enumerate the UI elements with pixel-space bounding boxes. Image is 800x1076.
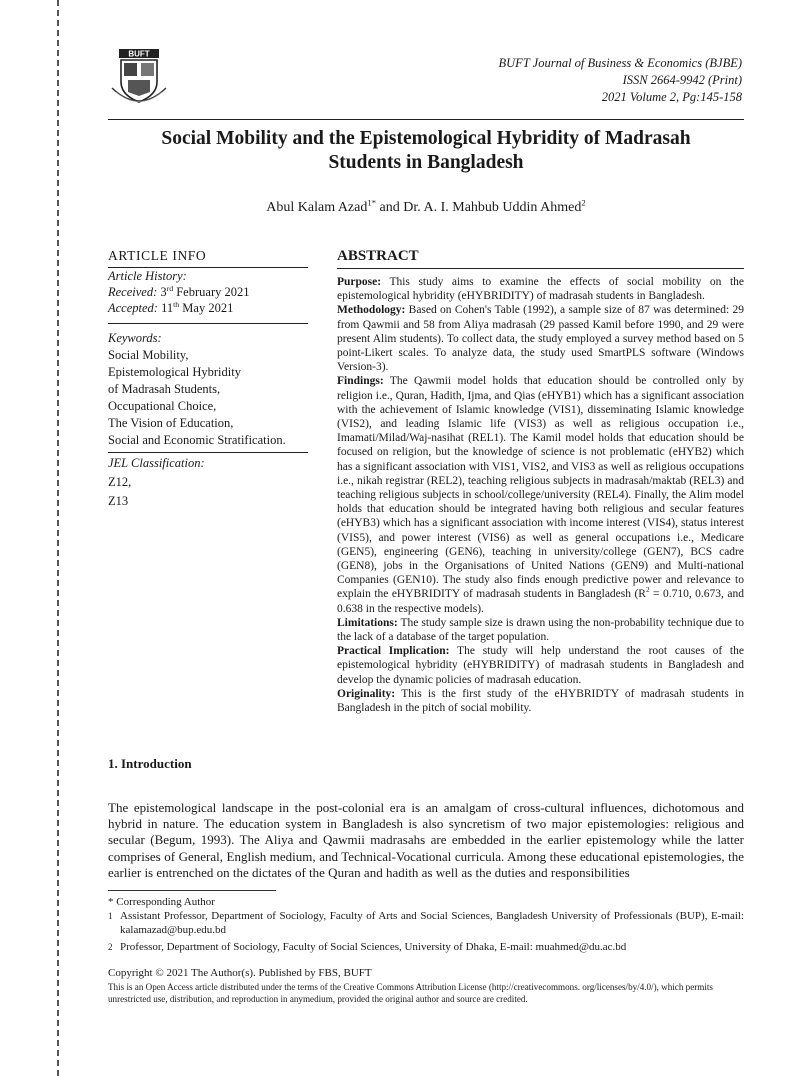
author-joiner: and Dr. A. I. Mahbub Uddin Ahmed — [376, 200, 582, 215]
introduction-heading: 1. Introduction — [108, 756, 192, 771]
journal-name: BUFT Journal of Business & Economics (BJBE) — [498, 56, 742, 70]
jel-code: Z13 — [108, 494, 129, 508]
keyword: of Madrasah Students, — [108, 382, 221, 396]
footnote-1: 1 Assistant Professor, Department of Sociology, Faculty of Arts and Social Sciences, Bangladesh University of Professionals (BUP), E-mail: kalamazad@bup.edu.bd — [108, 910, 744, 936]
corresponding-author-note: * Corresponding Author — [108, 896, 215, 908]
license-text: This is an Open Access article distributed under the terms of the Creative Commons Attribution License (http://creativecommons. org/licenses/by/4.0/), which permits unrestricted use, distribution, and reproduction in anymedium, provided the original author and source are credited. — [108, 982, 713, 1004]
accepted-date: Accepted: 11th May 2021 — [108, 299, 234, 315]
abstract-findings: Findings: The Qawmii model holds that education should be controlled only by religion i.e., Quran, Hadith, Ijma, and Qias (eHYB1) which has a significant association with the achievement of Islamic knowledge (VIS1), disseminating Islamic knowledge (VIS2), and leading Islamic life (VIS3) as well as religious occupation i.e., Imamati/Milad/Waj-nasihat (REL1). The Kamil model holds that education should be focused on religion, but the knowledge of science is not problematic (eHYB2) which has a significant association with VIS1, VIS2, and VIS3 as well as religious occupations i.e., nikah registrar (REL2), teaching religious subjects in madrasah/maktab (REL3) and teaching religious subjects in school/college/university (REL4). Finally, the Alim model holds that education should be integrated having both religious and secular features (eHYB3) which has a significant association with income interest (VIS4), status interest (VIS5), and power interest (VIS6) as well as general occupations i.e., Medicare (GEN5), engineering (GEN6), teaching in university/college (GEN7), BCS cadre (GEN8), jobs in the Organisations of United Nations (GEN9) and Multi-national Companies (GEN10). The study also finds enough predictive power and relevance to explain the eHYBRIDITY of madrasah students in Bangladesh ($R^2 = 0.710$, 0.673, and 0.638 in the respective models). — [337, 375, 744, 615]
keywords-rule — [108, 452, 308, 453]
footnotes — [108, 895, 744, 954]
journal-volume: 2021 Volume 2, Pg:145-158 — [601, 90, 742, 104]
title-line-1: Social Mobility and the Epistemological Hybridity of Madrasah — [161, 128, 691, 149]
abstract-originality: Originality: This is the first study of the eHYBRIDTY of madrasah students in Bangladesh in the pitch of social mobility. — [337, 687, 744, 715]
author-2-sup: 2 — [581, 197, 586, 208]
logo-text: BUFT — [128, 49, 150, 59]
abstract-practical-implication: Practical Implication: The study will help understand the root causes of the epistemological hybridity (eHYBRIDITY) of madrasah students in Bangladesh and develop the dynamic policies of madrasah education. — [337, 645, 744, 686]
paper-title — [108, 127, 744, 175]
title-line-2: Students in Bangladesh — [328, 152, 524, 173]
article-info — [108, 248, 308, 509]
keyword: Social and Economic Stratification. — [108, 433, 286, 447]
copyright-block — [108, 967, 744, 1005]
author-1: Abul Kalam Azad — [266, 200, 368, 215]
abstract-heading: ABSTRACT — [337, 248, 419, 264]
buft-logo — [108, 48, 170, 110]
abstract-methodology: Methodology: Based on Cohen's Table (1992), a sample size of 87 was determined: 29 from Qawmii and 58 from Aliya madrasah (29 passed Kamil before 1990, and 29 were present Alim students). To collect data, the study employed a survey method based on 5 point-Likert scales. To analyze data, the study used SmartPLS software (Windows Version-3). — [337, 304, 744, 374]
journal-info — [499, 55, 742, 106]
keyword: Occupational Choice, — [108, 399, 217, 413]
keywords-list — [108, 347, 308, 449]
authors — [108, 197, 744, 216]
author-1-sup: 1* — [367, 197, 377, 208]
journal-issn: ISSN 2664-9942 (Print) — [622, 73, 742, 87]
abstract-limitations: Limitations: The study sample size is drawn using the non-probability technique due to the lack of a database of the target population. — [337, 616, 744, 644]
copyright-line: Copyright © 2021 The Author(s). Published by FBS, BUFT — [108, 967, 372, 979]
received-date: Received: 3rd February 2021 — [108, 283, 250, 299]
history-label: Article History: — [108, 269, 187, 283]
keyword: The Vision of Education, — [108, 416, 234, 430]
page-margin-dashed-line — [57, 0, 59, 1076]
introduction-paragraph: The epistemological landscape in the post-colonial era is an amalgam of cross-cultural influences, dichotomous and hybrid in nature. The education system in Bangladesh is also syncretism of two major epistemologies: religious and secular (Begum, 1993). The Aliya and Qawmii madrasahs are embedded in the earlier epistemology while the latter comprises of General, English medium, and Technical-Vocational curricula. Among these educational epistemologies, the earlier is entrenched on the dictates of the Quran and hadith as well as the duties and responsibilities — [108, 800, 744, 880]
keyword: Social Mobility, — [108, 348, 189, 362]
abstract-rule — [337, 268, 744, 269]
footnote-rule — [108, 890, 276, 891]
jel-code: Z12, — [108, 475, 132, 489]
keywords-label: Keywords: — [108, 331, 162, 345]
jel-label: JEL Classification: — [108, 456, 205, 470]
keyword: Epistemological Hybridity — [108, 365, 241, 379]
abstract-purpose: Purpose: This study aims to examine the effects of social mobility on the epistemological hybridity (eHYBRIDITY) of madrasah students in Bangladesh. — [337, 276, 744, 303]
article-info-heading: ARTICLE INFO — [108, 248, 207, 263]
header-rule — [108, 119, 744, 120]
abstract — [337, 248, 744, 715]
footnote-2: 2 Professor, Department of Sociology, Faculty of Social Sciences, University of Dhaka, E-mail: muahmed@du.ac.bd — [108, 941, 627, 953]
